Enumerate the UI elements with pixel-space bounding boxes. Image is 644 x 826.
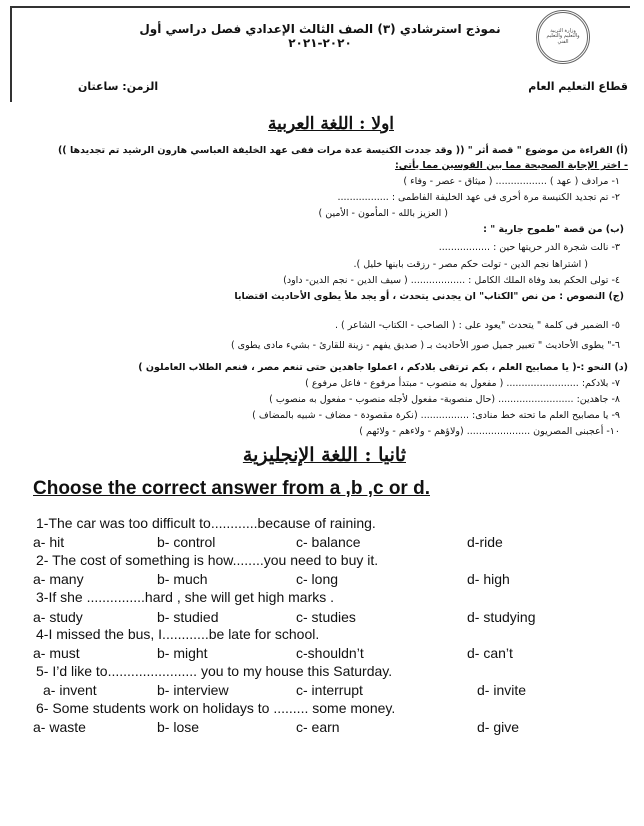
option-3-c: c- studies [296, 609, 356, 625]
option-4-b: b- might [157, 645, 208, 661]
option-4-c: c-shouldn’t [296, 645, 364, 661]
ministry-logo: وزارة التربية والتعليم والتعليم الفني [536, 10, 590, 64]
arabic-question-3-options: ( اشتراها نجم الدين - تولت حكم مصر - رزقت بابنها خليل ). [353, 259, 588, 270]
option-6-a: a- waste [33, 719, 86, 735]
story-heading: (ب) من قصة "طموح جارية " : [483, 224, 624, 235]
english-question-5: 5- I’d like to....................... you to my house this Saturday. [36, 663, 393, 679]
arabic-question-2: ٢- تم تجديد الكنيسة مرة أخرى فى عهد الخليفة الفاطمى : ................. [337, 192, 620, 203]
arabic-section-title: اولا : اللغة العربية [268, 114, 394, 134]
arabic-question-10: ١٠- أعجبنى المصريون ..................... (ولاؤهم - ولاءهم - ولائهم ) [359, 426, 620, 437]
english-question-6: 6- Some students work on holidays to ......... some money. [36, 700, 396, 716]
option-1-b: b- control [157, 534, 216, 550]
header-border-side [10, 6, 12, 102]
arabic-question-7: ٧- بلادكم: ........................ ( مفعول به منصوب - مبتدأ مرفوع - فاعل مرفوع ) [305, 378, 620, 389]
exam-time-label: الزمن: ساعتان [78, 80, 159, 93]
option-2-b: b- much [157, 571, 208, 587]
option-2-d: d- high [467, 571, 510, 587]
header-border [10, 6, 630, 8]
english-question-1: 1-The car was too difficult to............because of raining. [36, 515, 376, 531]
education-sector-label: قطاع التعليم العام [528, 80, 628, 93]
english-instruction: Choose the correct answer from a ,b ,c or d. [33, 478, 430, 499]
grammar-heading: (د) النحو :-( يا مصابيح العلم ، بكم ترتقى بلادكم ، اعملوا جاهدين حتى تنعم مصر ، فنعم الطلاب العاملون ) [138, 362, 628, 373]
english-question-2: 2- The cost of something is how........you need to buy it. [36, 552, 379, 568]
option-5-a: a- invent [43, 682, 97, 698]
english-question-3: 3-If she ...............hard , she will get high marks . [36, 589, 335, 605]
arabic-question-2-options: ( العزيز بالله - المأمون - الأمين ) [318, 208, 448, 219]
arabic-question-6: ٦-" يطوى الأحاديث " تعبير جميل صور الأحاديث بـ ( صديق يفهم - زينة للقارئ - بشيء مادى يطوى ) [230, 340, 620, 351]
option-6-c: c- earn [296, 719, 340, 735]
arabic-question-4: ٤- تولى الحكم بعد وفاة الملك الكامل : .................. ( سيف الدين - نجم الدين- داود) [283, 275, 620, 286]
option-1-d: d-ride [467, 534, 503, 550]
option-6-d: d- give [477, 719, 520, 735]
option-2-c: c- long [296, 571, 339, 587]
option-1-c: c- balance [296, 534, 361, 550]
option-5-b: b- interview [157, 682, 229, 698]
arabic-question-5: ٥- الضمير فى كلمة " يتحدث "يعود على : ( الصاحب - الكتاب- الشاعر ) . [335, 320, 620, 331]
option-4-a: a- must [33, 645, 80, 661]
option-4-d: d- can’t [467, 645, 513, 661]
reading-instruction: - اختر الإجابة الصحيحة مما بين القوسين مما يأتي: [394, 160, 628, 171]
arabic-question-1: ١- مرادف ( عهد ) ................. ( ميثاق - عصر - وفاء ) [403, 176, 620, 187]
option-5-c: c- interrupt [296, 682, 363, 698]
option-3-b: b- studied [157, 609, 219, 625]
option-3-a: a- study [33, 609, 83, 625]
english-section-title: ثانيا : اللغة الإنجليزية [242, 444, 406, 466]
arabic-question-8: ٨- جاهدين: ......................... (حال منصوبة- مفعول لأجله منصوب - مفعول به منصوب ) [269, 394, 620, 405]
option-3-d: d- studying [467, 609, 536, 625]
arabic-question-3: ٣- نالت شجرة الدر حريتها حين : ................. [438, 242, 620, 253]
reading-heading: (أ) القراءة من موضوع " قصة أثر " (( وقد جددت الكنيسة عدة مرات ففى عهد الخليفة العباسي هارون الرشيد تم تجديدها )) [57, 145, 628, 156]
option-6-b: b- lose [157, 719, 200, 735]
option-1-a: a- hit [33, 534, 65, 550]
english-question-4: 4-I missed the bus, I............be late for school. [36, 626, 320, 642]
arabic-question-9: ٩- يا مصابيح العلم ما تحته خط منادى: ................ (نكرة مقصودة - مضاف - شبيه بالمضاف ) [252, 410, 620, 421]
exam-title: نموذج استرشادي (٣) الصف الثالث الإعدادي فصل دراسي أول ٢٠٢٠-٢٠٢١ [139, 22, 501, 50]
texts-heading: (ج) النصوص : من نص "الكتاب" ان يجدنى يتحدث ، أو يجد ملأ يطوى الأحاديث اقتضابا [234, 291, 624, 302]
option-5-d: d- invite [477, 682, 527, 698]
option-2-a: a- many [33, 571, 84, 587]
